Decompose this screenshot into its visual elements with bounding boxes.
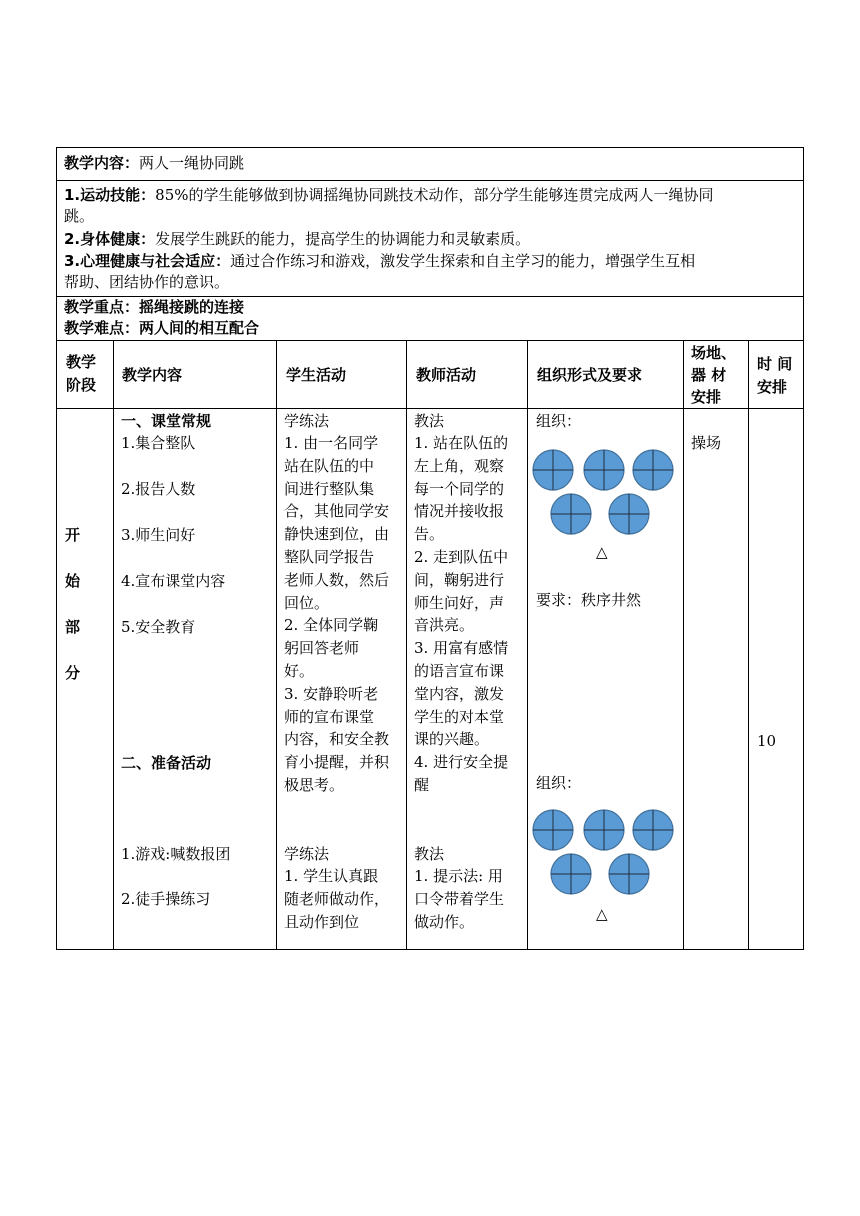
teacher-method-label: 教法 (414, 845, 445, 863)
teacher-activity-line: 左上角，观察 (414, 456, 505, 475)
student-activity-line: 1. 学生认真跟 (284, 867, 379, 885)
col-time-1: 时 间 (757, 355, 793, 373)
col-venue-2: 器 材 (691, 366, 727, 384)
objective-3: 3.心理健康与社会适应：通过合作练习和游戏，激发学生探索和自主学习的能力，增强学生互相 (64, 252, 696, 270)
content-item: 3.师生问好 (121, 526, 196, 544)
student-activity-line: 合，其他同学安 (284, 502, 390, 521)
col-teacher: 教师活动 (416, 366, 477, 384)
student-circle-icon (551, 494, 591, 534)
teacher-activity-line: 情况并接收报 (414, 502, 505, 521)
objective-1-cont: 跳。 (64, 207, 95, 225)
student-circle-icon (633, 450, 673, 490)
section-warmup: 二、准备活动 (121, 754, 212, 772)
student-activity-line: 静快速到位，由 (284, 525, 390, 544)
col-stage-1: 教学 (66, 353, 97, 371)
difficulty-point: 教学难点：两人间的相互配合 (64, 319, 260, 337)
teacher-activity-line: 口令带着学生 (414, 889, 505, 908)
time-value: 10 (757, 732, 777, 750)
teacher-activity-line: 2. 走到队伍中 (414, 548, 509, 566)
col-venue-1: 场地、 (691, 344, 737, 362)
objective-1-label: 运动技能： (80, 186, 156, 204)
teacher-triangle-2: △ (596, 905, 608, 923)
student-activity-line: 老师人数，然后 (284, 570, 390, 589)
student-circle-icon (584, 810, 624, 850)
student-circle-icon (609, 494, 649, 534)
student-activity-line: 3. 安静聆听老 (284, 684, 379, 703)
teacher-activity-line: 师生问好，声 (414, 593, 505, 612)
teacher-activity-line: 3. 用富有感情 (414, 639, 509, 658)
student-activity-line: 好。 (284, 662, 315, 680)
content-item: 5.安全教育 (121, 618, 196, 636)
col-content: 教学内容 (122, 366, 183, 384)
stage-char-1: 开 (65, 526, 81, 544)
teacher-activity-line: 音洪亮。 (414, 616, 475, 635)
content-label: 教学内容： (64, 154, 140, 172)
teacher-activity-line: 间，鞠躬进行 (414, 570, 505, 589)
org-label-2: 组织： (536, 774, 582, 792)
objective-2: 2.身体健康：发展学生跳跃的能力，提高学生的协调能力和灵敏素质。 (64, 230, 531, 248)
col-org: 组织形式及要求 (537, 366, 643, 384)
content-item: 1.游戏:喊数报团 (121, 845, 231, 863)
student-activity-line: 育小提醒，并积 (284, 753, 390, 772)
student-method-label: 学练法 (284, 412, 330, 430)
student-activity-line: 间进行整队集 (284, 479, 375, 498)
lesson-content-row (64, 152, 244, 175)
org-requirement: 要求：秩序井然 (536, 591, 642, 609)
student-circle-icon (633, 810, 673, 850)
content-item: 2.徒手操练习 (121, 890, 211, 908)
teacher-method-label: 教法 (414, 412, 445, 430)
student-activity-line: 极思考。 (284, 776, 345, 794)
student-activity-line: 站在队伍的中 (284, 456, 375, 475)
student-circle-icon (551, 854, 591, 894)
student-activity-line: 回位。 (284, 593, 330, 612)
student-circle-icon (609, 854, 649, 894)
stage-char-2: 始 (65, 572, 81, 590)
teacher-activity-line: 做动作。 (414, 912, 475, 931)
stage-char-4: 分 (65, 664, 81, 682)
col-time-2: 安排 (757, 378, 788, 396)
student-activity-line: 内容，和安全教 (284, 730, 390, 749)
student-activity-line: 2. 全体同学鞠 (284, 616, 379, 635)
student-activity-line: 1. 由一名同学 (284, 434, 379, 452)
student-circle-icon (584, 450, 624, 490)
col-venue-3: 安排 (691, 388, 722, 406)
student-activity-line: 且动作到位 (284, 912, 360, 931)
col-student: 学生活动 (286, 366, 347, 384)
teacher-triangle-1: △ (596, 543, 608, 561)
objective-3-cont: 帮助、团结协作的意识。 (64, 273, 230, 291)
student-activity-line: 躬回答老师 (284, 639, 360, 658)
content-item: 1.集合整队 (121, 434, 196, 452)
teacher-activity-line: 4. 进行安全提 (414, 753, 509, 772)
section-routine: 一、课堂常规 (121, 412, 212, 430)
formation-diagram-1 (528, 446, 683, 540)
student-circle-icon (533, 450, 573, 490)
objective-3-label: 心理健康与社会适应： (80, 252, 231, 270)
teacher-activity-line: 每一个同学的 (414, 479, 505, 498)
teacher-activity-line: 的语言宣布课 (414, 662, 505, 680)
student-activity-line: 整队同学报告 (284, 548, 375, 566)
student-activity-line: 师的宣布课堂 (284, 707, 375, 726)
stage-char-3: 部 (65, 618, 81, 636)
objective-2-label: 身体健康： (80, 230, 156, 248)
teacher-activity-line: 1. 提示法: 用 (414, 867, 503, 885)
formation-diagram-2 (528, 806, 683, 900)
student-method-label: 学练法 (284, 845, 330, 863)
teacher-activity-line: 1. 站在队伍的 (414, 434, 509, 452)
teacher-activity-line: 学生的对本堂 (414, 707, 505, 726)
objective-1: 1.运动技能：85%的学生能够做到协调摇绳协同跳技术动作，部分学生能够连贯完成两人一绳协同 (64, 186, 714, 204)
content-value: 两人一绳协同跳 (139, 154, 245, 172)
content-item: 4.宣布课堂内容 (121, 572, 226, 590)
student-activity-line: 随老师做动作， (284, 889, 390, 908)
teacher-activity-line: 醒 (414, 776, 430, 794)
venue-value: 操场 (691, 434, 722, 452)
teacher-activity-line: 告。 (414, 525, 445, 544)
col-stage-2: 阶段 (66, 376, 97, 394)
content-item: 2.报告人数 (121, 480, 196, 498)
student-circle-icon (533, 810, 573, 850)
org-label-1: 组织： (536, 412, 582, 430)
teacher-activity-line: 课的兴趣。 (414, 730, 490, 749)
key-point: 教学重点：摇绳接跳的连接 (64, 298, 245, 316)
teacher-activity-line: 堂内容，激发 (414, 684, 505, 703)
